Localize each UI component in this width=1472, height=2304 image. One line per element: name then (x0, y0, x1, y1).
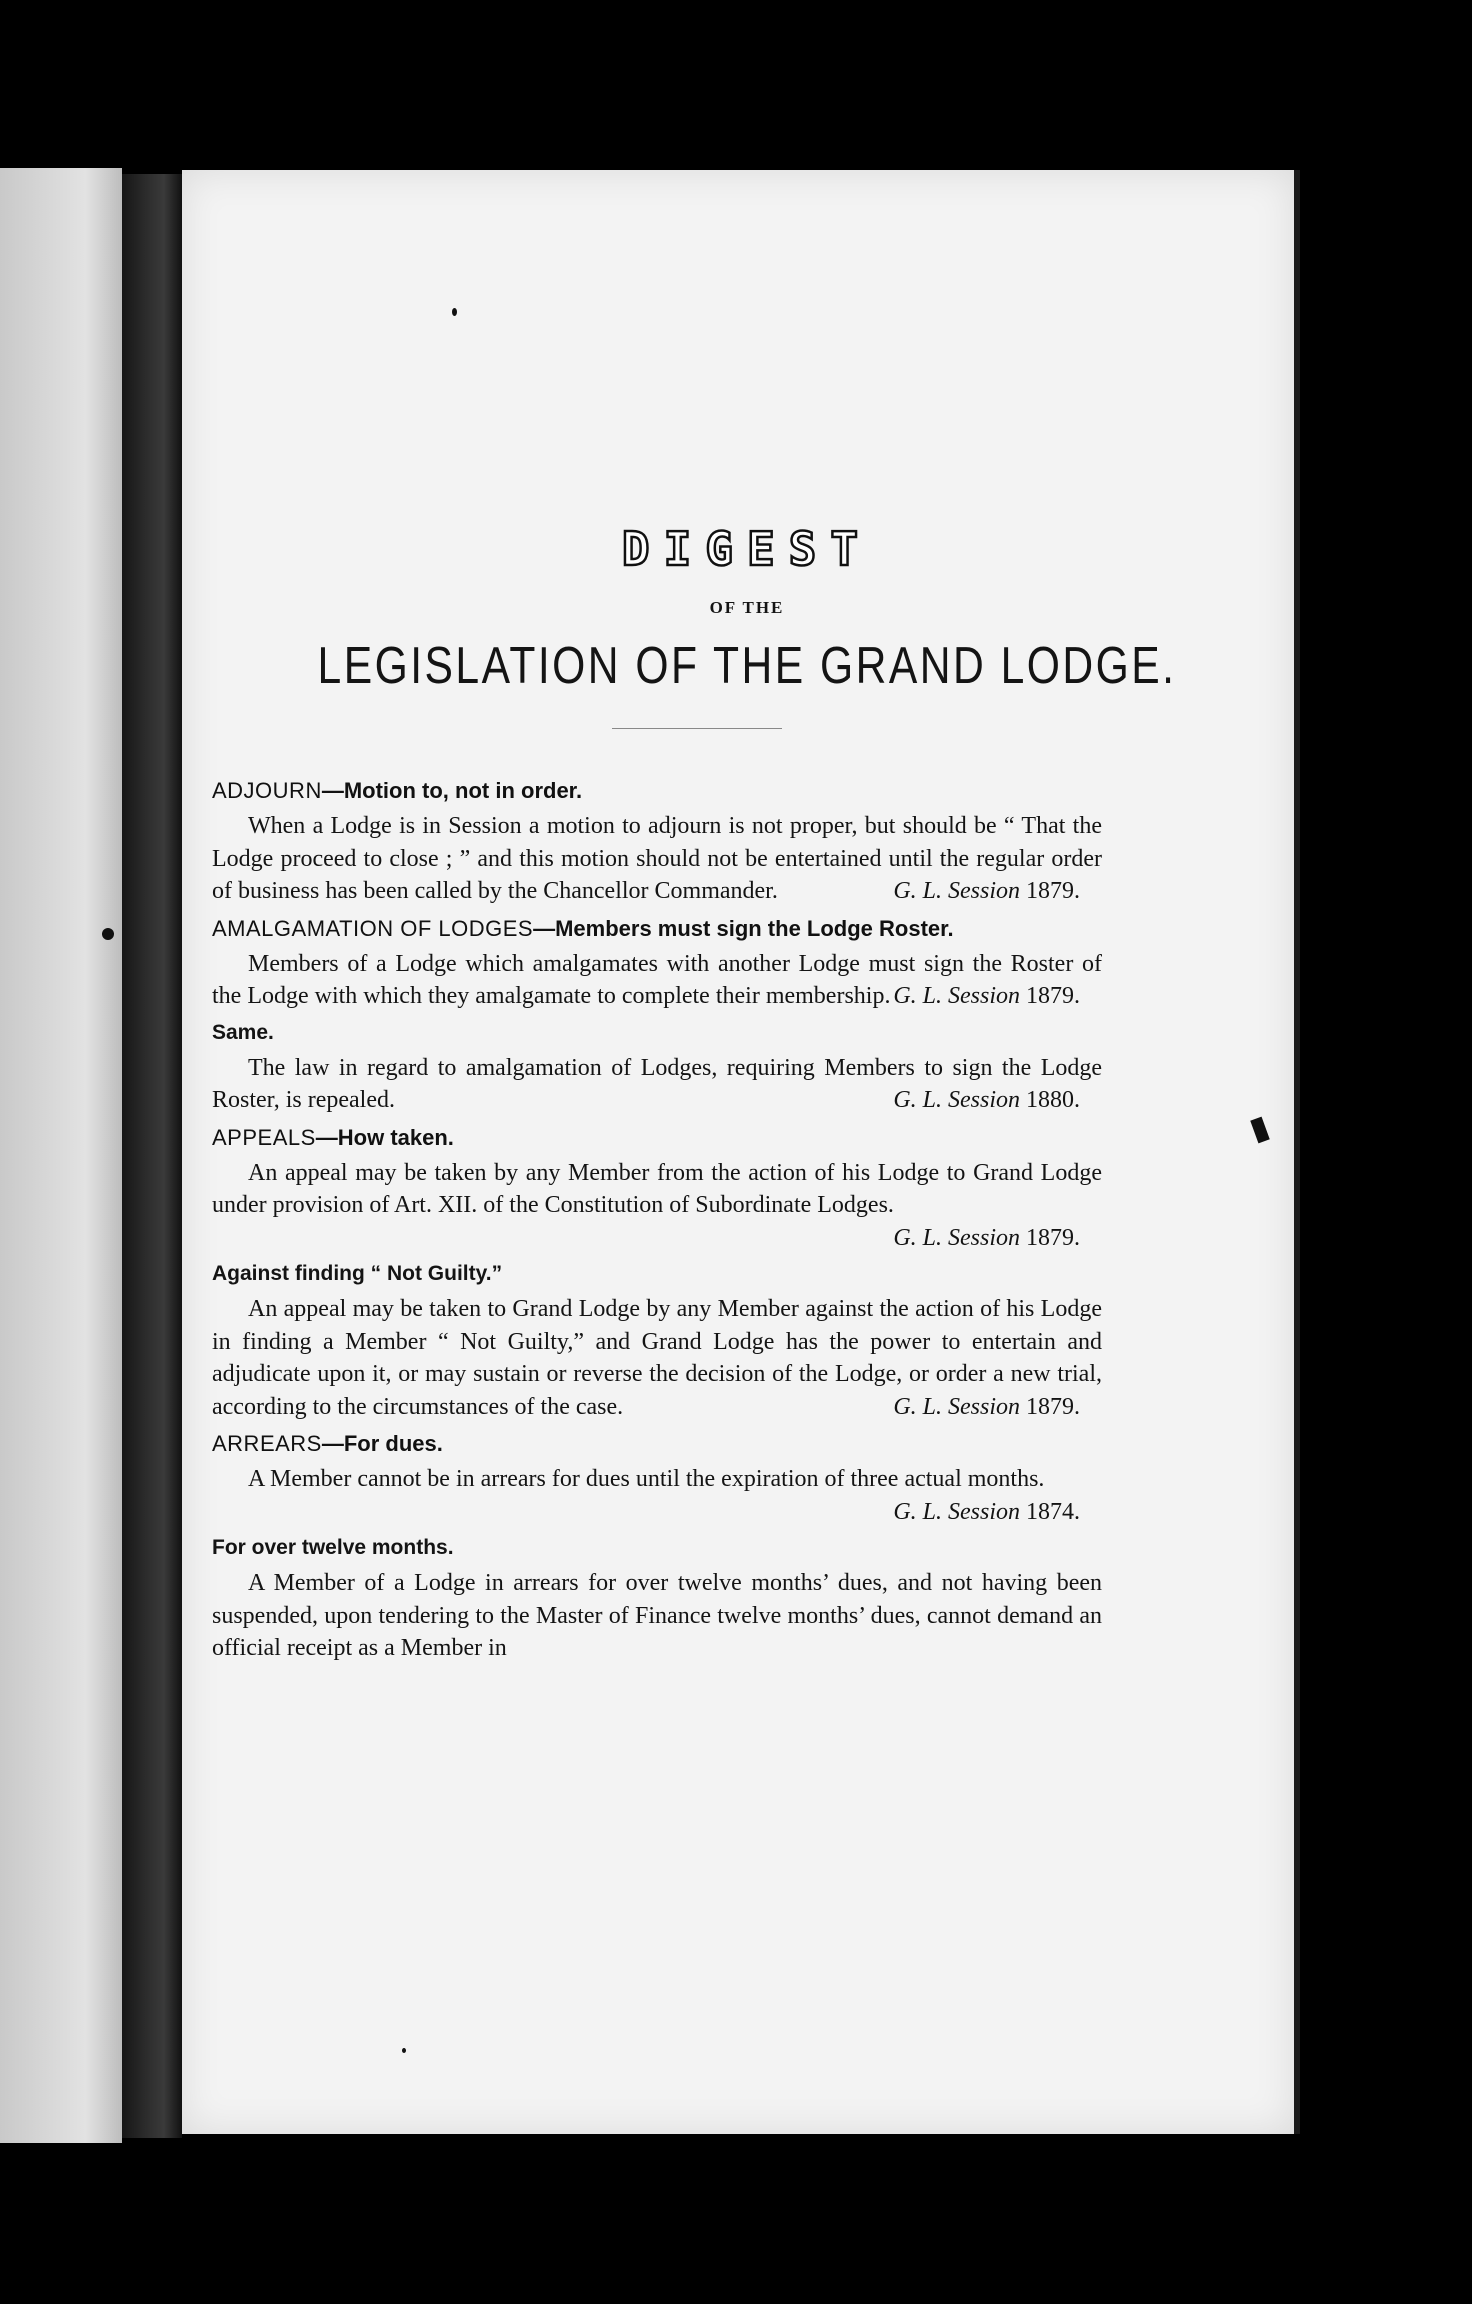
section-heading-amalgamation: AMALGAMATION OF LODGES—Members must sign the Lodge Roster. (212, 915, 954, 941)
session-citation: G. L. Session 1879. (893, 1224, 1080, 1251)
section-heading-appeals: APPEALS—How taken. (212, 1124, 454, 1150)
scan-speck (452, 308, 457, 316)
session-citation: G. L. Session 1879. (893, 878, 1080, 904)
section-heading-adjourn: ADJOURN—Motion to, not in order. (212, 778, 583, 803)
section-paragraph: An appeal may be taken by any Member from the action of his Lodge to Grand Lodge under provision of Art. XII. of the Constitution of Subordinate Lodges. G. L. Session 1879. (212, 1157, 1102, 1255)
section-paragraph: Members of a Lodge which amalgamates with another Lodge must sign the Roster of the Lodge with which they amalgamate to complete their membership. G. L. Session 1879. (212, 948, 1102, 1013)
subheading-same: Same. (212, 1020, 274, 1044)
subheading-not-guilty: Against finding “ Not Guilty.” (212, 1262, 503, 1285)
book-spine (122, 174, 182, 2138)
session-citation: G. L. Session 1879. (893, 1393, 1080, 1420)
session-citation: G. L. Session 1874. (893, 1498, 1080, 1525)
section-paragraph: An appeal may be taken to Grand Lodge by any Member against the action of his Lodge in finding a Member “ Not Guilty,” and Grand Lodge has the power to entertain and adjudicate upon it, or may sustain or reverse the decision of the Lodge, or order a new trial, according to the circumstances of the case. G. L. Session 1879. (212, 1293, 1102, 1423)
section-heading-arrears: ARREARS—For dues. (212, 1431, 443, 1456)
title-digest: DIGEST (621, 522, 873, 576)
subheading-twelve-months: For over twelve months. (212, 1536, 454, 1559)
title-legislation: LEGISLATION OF THE GRAND LODGE. (317, 637, 1177, 695)
digest-body (212, 774, 1102, 1669)
left-page-edge (0, 168, 122, 2143)
scan-speck (402, 2048, 406, 2053)
scan-speck (1250, 1117, 1269, 1144)
title-rule (612, 728, 782, 729)
page (182, 170, 1294, 2134)
title-of-the: OF THE (709, 598, 785, 617)
session-citation: G. L. Session 1879. (893, 983, 1080, 1009)
scan-speck (102, 928, 114, 940)
section-paragraph: A Member cannot be in arrears for dues until the expiration of three actual months. G. L. Session 1874. (212, 1463, 1102, 1528)
section-paragraph: When a Lodge is in Session a motion to adjourn is not proper, but should be “ That the Lodge proceed to close ; ” and this motion should not be entertained until the regular order of business has been called by the Chancellor Commander. G. L. Session 1879. (212, 810, 1102, 908)
section-paragraph: The law in regard to amalgamation of Lodges, requiring Members to sign the Lodge Roster, is repealed. G. L. Session 1880. (212, 1052, 1102, 1117)
session-citation: G. L. Session 1880. (893, 1087, 1080, 1113)
section-paragraph: A Member of a Lodge in arrears for over twelve months’ dues, and not having been suspended, upon tendering to the Master of Finance twelve months’ dues, cannot demand an official receipt as a Member in (212, 1570, 1102, 1661)
page-right-edge (1294, 170, 1300, 2134)
